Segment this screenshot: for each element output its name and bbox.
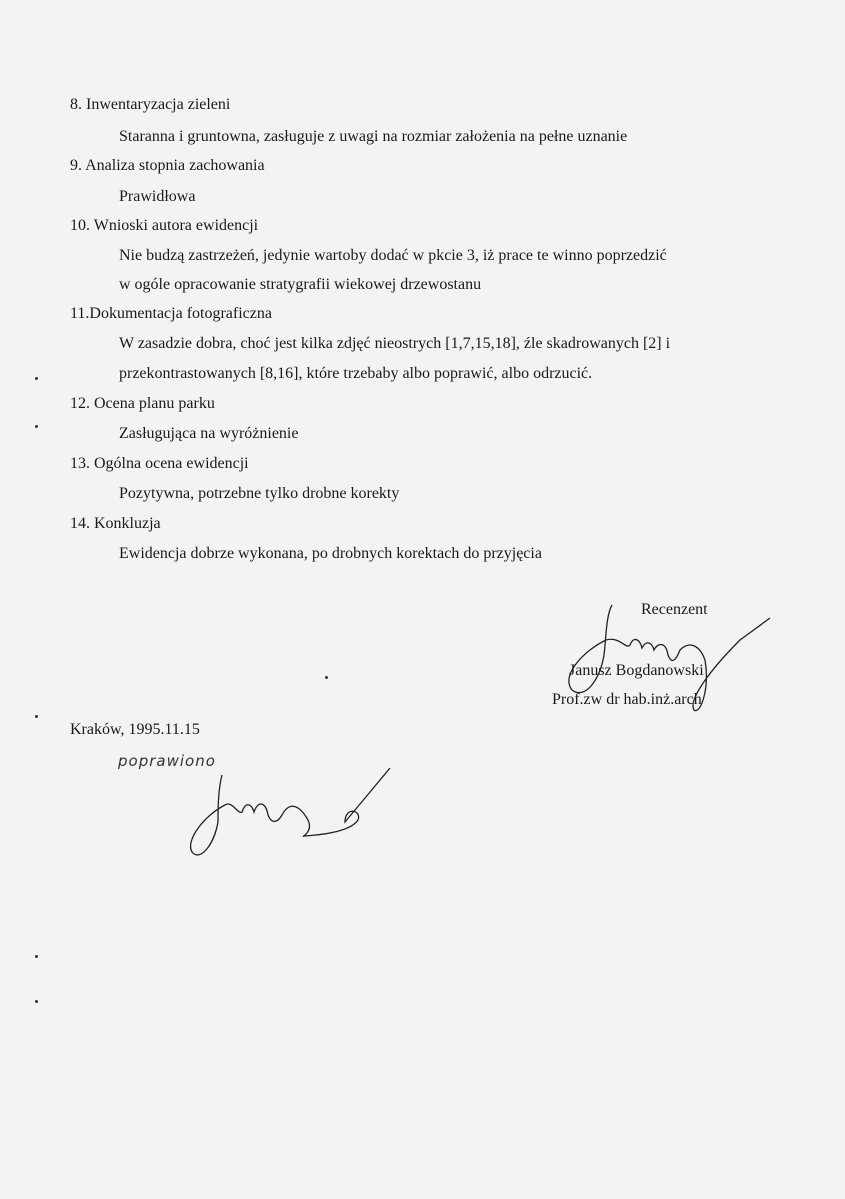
item-body: w ogóle opracowanie stratygrafii wiekowej drzewostanu [119,276,482,293]
item-heading: 12. Ocena planu parku [70,395,215,412]
item-body: Nie budzą zastrzeżeń, jedynie wartoby dodać w pkcie 3, iż prace te winno poprzedzić [119,247,667,264]
signature-role: Recenzent [641,601,708,618]
scan-speck [35,955,38,958]
scan-speck [325,676,328,679]
item-body: Staranna i gruntowna, zasługuje z uwagi na rozmiar założenia na pełne uznanie [119,128,628,145]
item-body: przekontrastowanych [8,16], które trzebaby albo poprawić, albo odrzucić. [119,365,593,382]
signature-name: Janusz Bogdanowski [569,662,704,679]
item-heading: 10. Wnioski autora ewidencji [70,217,259,234]
item-heading: 11.Dokumentacja fotograficzna [70,305,272,322]
item-heading: 13. Ogólna ocena ewidencji [70,455,249,472]
scan-speck [35,1000,38,1003]
item-body: W zasadzie dobra, choć jest kilka zdjęć nieostrych [1,7,15,18], źle skadrowanych [2] i [119,335,671,352]
item-body: Pozytywna, potrzebne tylko drobne korekty [119,485,400,502]
item-heading: 8. Inwentaryzacja zieleni [70,96,231,113]
item-body: Prawidłowa [119,188,196,205]
handwritten-note: poprawiono [118,752,216,770]
item-heading: 9. Analiza stopnia zachowania [70,157,265,174]
scan-speck [35,425,38,428]
scan-speck [35,715,38,718]
item-body: Ewidencja dobrze wykonana, po drobnych korektach do przyjęcia [119,545,542,562]
signature-title: Prof.zw dr hab.inż.arch [552,691,702,708]
place-date: Kraków, 1995.11.15 [70,721,200,738]
item-body: Zasługująca na wyróżnienie [119,425,299,442]
scan-speck [35,377,38,380]
item-heading: 14. Konkluzja [70,515,161,532]
